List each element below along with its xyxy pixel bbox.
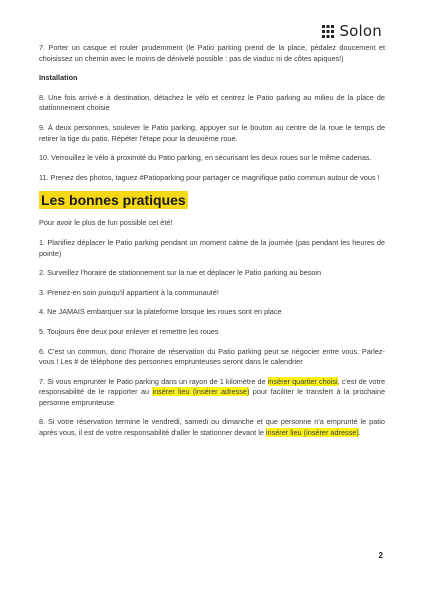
item7-text-3: pour faciliter le transfert à la prochaine personne emprunteuse (39, 387, 386, 407)
installation-heading: Installation (39, 73, 78, 83)
highlight-placeholder-quartier: insérer quartier choisi (267, 376, 338, 386)
page-number: 2 (378, 551, 383, 560)
highlight-placeholder-lieu: insérer lieu (insérer adresse) (152, 387, 250, 397)
list-item: 2. Surveillez l'horaire de stationnement sur la rue et déplacer le Patio parking au besoin (39, 268, 322, 278)
list-item: 4. Ne JAMAIS embarquer sur la plateforme lorsque les roues sont en place (39, 307, 282, 317)
section-intro: Pour avoir le plus de fun possible cet été! (39, 218, 173, 228)
list-item-8 (39, 417, 385, 438)
item7-text-2: , c'est de votre responsabilité de le rapporter au (39, 376, 385, 397)
list-item: 5. Toujours être deux pour enlever et remettre les roues (39, 326, 219, 336)
list-item: 7. Porter un casque et rouler prudemment (le Patio parking prend de la place, pédalez doucement et choisissez un chemin avec le moins de dénivelé possible : pas de viaduc ni de côtes apiques!) (39, 43, 385, 63)
brand-name: Solon (339, 22, 382, 40)
list-item: 11. Prenez des photos, taguez #Patioparking pour partager ce magnifique patio commun autour de vous ! (39, 172, 380, 182)
list-item: 9. À deux personnes, soulever le Patio parking, appuyer sur le bouton au centre de la roue le temps de retirer la tige du patio. Répéter l'étape pour la deuxième roue. (39, 122, 385, 143)
brand-logo (322, 22, 382, 40)
highlight-placeholder-lieu: insérer lieu (insérer adresse) (265, 428, 359, 438)
list-item: 6. C'est un commun, donc l'horaire de réservation du Patio parking peut se négocier entre vous. Parlez-vous ! Les # de téléphone des personnes emprunteuses seront dans le calendrier (39, 346, 385, 367)
list-item-7 (39, 377, 385, 409)
item8-text-1: 8. Si votre réservation termine le vendredi, samedi ou dimanche et que personne n'a emprunté le patio après vous, il est de votre responsabilité d'aller le stationner devant le (39, 417, 385, 438)
item7-text-1: 7. Si vous emprunter le Patio parking dans un rayon de 1 kilomètre de (39, 376, 268, 386)
item8-text-2: . (358, 428, 361, 438)
list-item: 3. Prenez-en soin puisqu'il appartient à la communauté! (39, 287, 219, 297)
list-item: 8. Une fois arrivé·e à destination, détachez le vélo et centrez le Patio parking au milieu de la place de stationnement choisie (39, 92, 385, 113)
section-title: Les bonnes pratiques (41, 192, 186, 209)
list-item: 1. Planifiez déplacer le Patio parking pendant un moment calme de la journée (pas pendant les heures de pointe) (39, 237, 385, 258)
list-item: 10. Verrouillez le vélo à proximité du Patio parking, en sécurisant les deux roues sur le même cadenas. (39, 153, 372, 163)
document-body (39, 43, 385, 439)
solon-grid-icon (322, 25, 334, 38)
